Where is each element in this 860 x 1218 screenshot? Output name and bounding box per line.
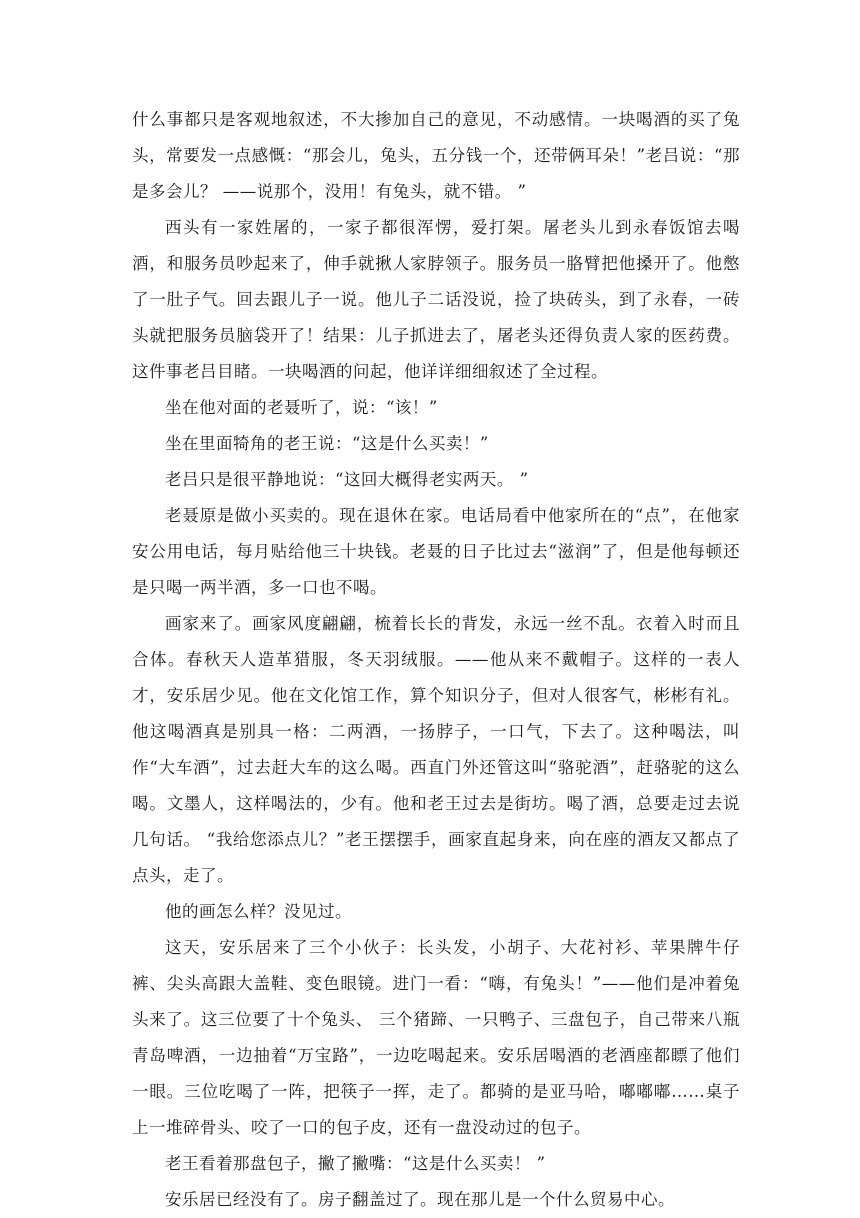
paragraph-painting-question: 他的画怎么样？没见过。 <box>165 902 352 921</box>
paragraph-lao-lu-remark: 老吕只是很平静地说：“这回大概得老实两天。 ” <box>165 470 529 489</box>
paragraph-lao-wang-remark: 坐在里面犄角的老王说：“这是什么买卖！” <box>165 434 489 453</box>
paragraph-painter: 画家来了。画家风度翩翩，梳着长长的背发，永远一丝不乱。衣着入时而且合体。春秋天人造革猎服，冬天羽绒服。——他从来不戴帽子。这样的一表人才，安乐居少见。他在文化馆工作，算个知识分子，但对人很客气，彬彬有礼。他这喝酒真是别具一格：二两酒，一扬脖子，一口气，下去了。这种喝法，叫作“大车酒”，过去赶大车的这么喝。西直门外还管这叫“骆驼酒”，赶骆驼的这么喝。文墨人，这样喝法的，少有。他和老王过去是街坊。喝了酒，总要走过去说几句话。 “我给您添点儿？”老王摆摆手，画家直起身来，向在座的酒友又都点了点头，走了。 <box>132 614 740 885</box>
paragraph-lao-wang-baozi: 老王看着那盘包子，撇了撇嘴：“这是什么买卖！ ” <box>165 1154 546 1173</box>
paragraph-lao-nie-remark: 坐在他对面的老聂听了，说：“该！” <box>165 398 438 417</box>
paragraph-ending: 安乐居已经没有了。房子翻盖过了。现在那儿是一个什么贸易中心。 <box>165 1190 675 1209</box>
paragraph-three-youths: 这天，安乐居来了三个小伙子：长头发，小胡子、大花衬衫、苹果牌牛仔裤、尖头高跟大盖鞋、变色眼镜。进门一看：“嗨，有兔头！”——他们是冲着兔头来了。这三位要了十个兔头、 三个猪蹄、一只鸭子、三盘包子，自己带来八瓶青岛啤酒，一边抽着“万宝路”，一边吃喝起来。安乐居喝酒的老酒座都瞟了他们一眼。三位吃喝了一阵，把筷子一挥，走了。都骑的是亚马哈，嘟嘟嘟……桌子上一堆碎骨头、咬了一口的包子皮，还有一盘没动过的包子。 <box>132 938 740 1137</box>
paragraph-lao-nie: 老聂原是做小买卖的。现在退休在家。电话局看中他家所在的“点”，在他家安公用电话，每月贴给他三十块钱。老聂的日子比过去“滋润”了，但是他每顿还是只喝一两半酒，多一口也不喝。 <box>132 506 740 597</box>
paragraph-continued: 什么事都只是客观地叙述，不大掺加自己的意见，不动感情。一块喝酒的买了兔头，常要发一点感慨：“那会儿，兔头，五分钱一个，还带俩耳朵！”老吕说：“那是多会儿？ ——说那个，没用！有兔头，就不错。 ” <box>132 110 740 201</box>
body-text <box>132 102 740 1218</box>
paragraph-tu-family: 西头有一家姓屠的，一家子都很浑愣，爱打架。屠老头儿到永春饭馆去喝酒，和服务员吵起来了，伸手就揪人家脖领子。服务员一胳臂把他搡开了。他憋了一肚子气。回去跟儿子一说。他儿子二话没说，捡了块砖头，到了永春，一砖头就把服务员脑袋开了！结果：儿子抓进去了，屠老头还得负责人家的医药费。这件事老吕目睹。一块喝酒的问起，他详详细细叙述了全过程。 <box>132 218 740 381</box>
